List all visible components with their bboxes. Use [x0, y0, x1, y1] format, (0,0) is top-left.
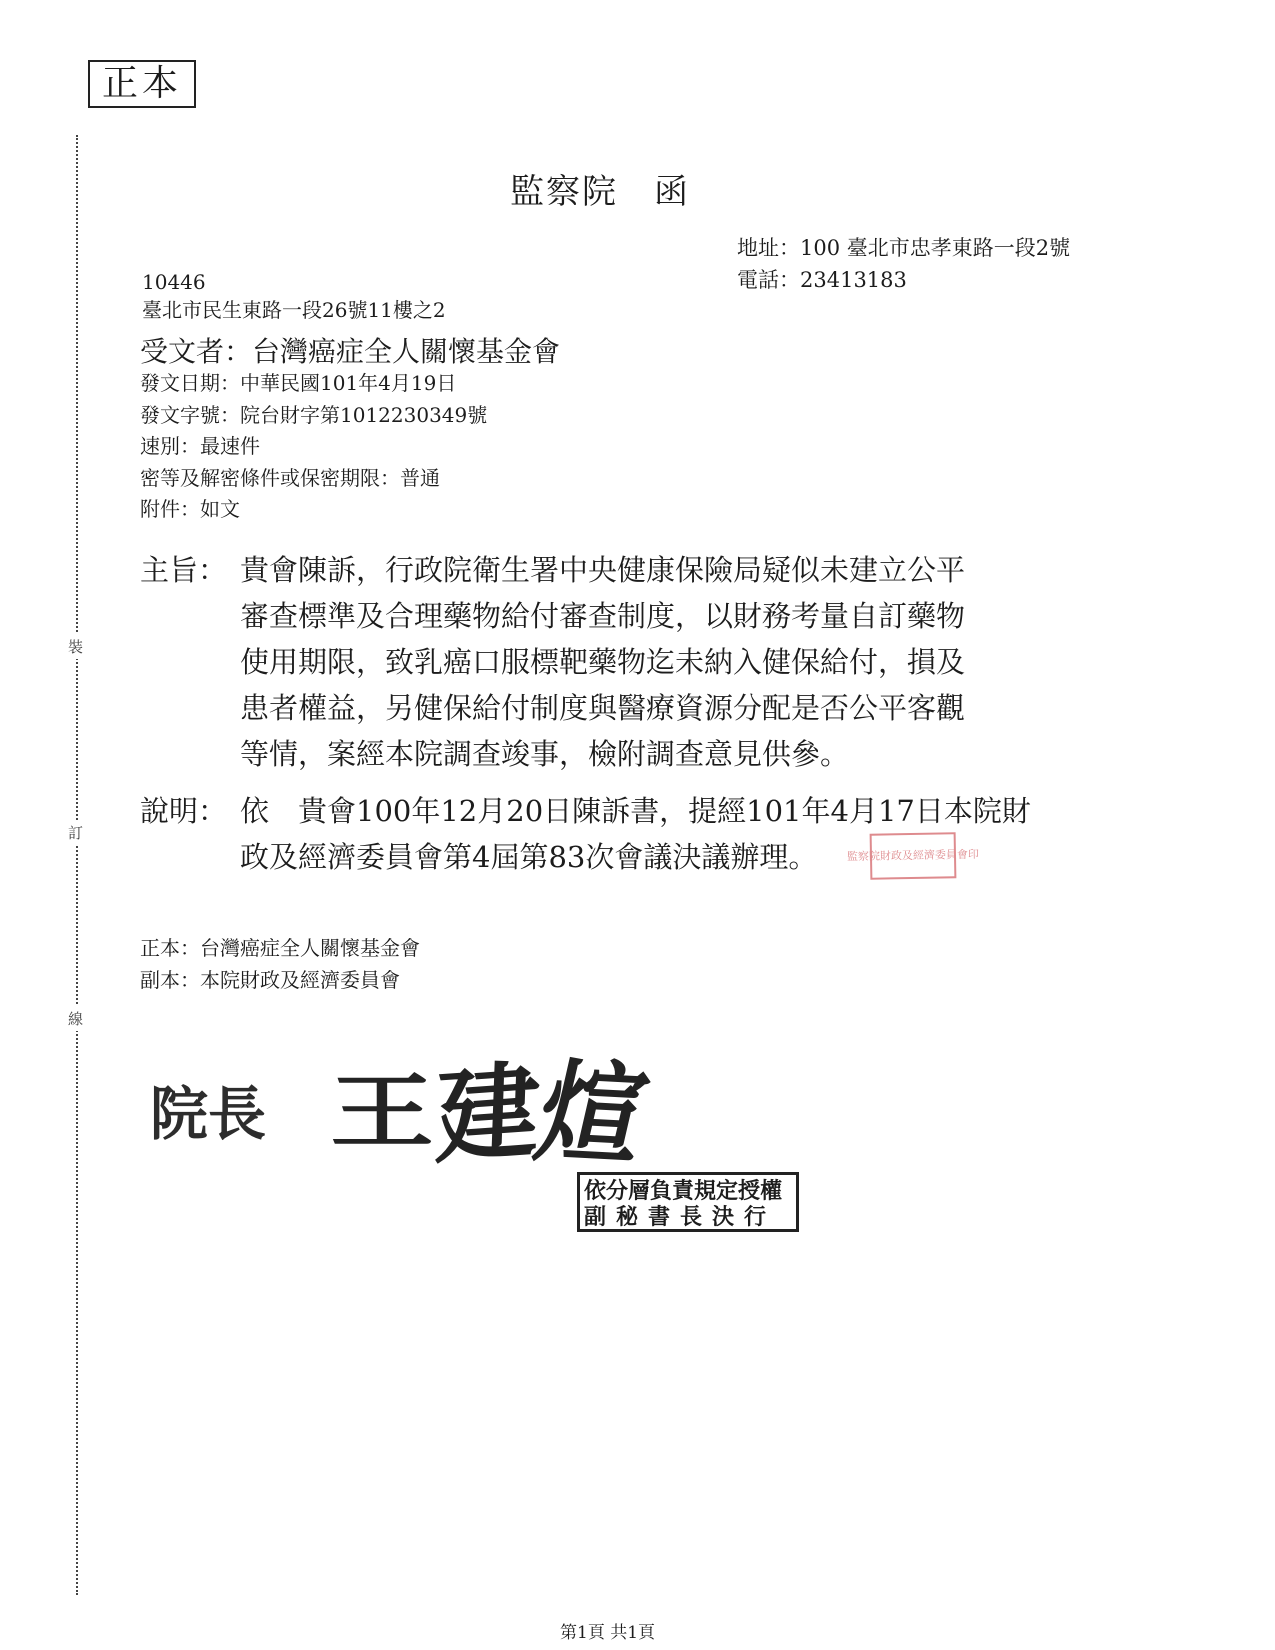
- committee-seal: 監察院財政及經濟委員會印: [870, 832, 957, 879]
- subject-line: 等情，案經本院調查竣事，檢附調查意見供參。: [240, 737, 850, 771]
- page-footer: 第1頁 共1頁: [560, 1623, 656, 1643]
- issue-date: 發文日期：中華民國101年4月19日: [140, 371, 457, 395]
- subject-body: [240, 547, 965, 777]
- explanation-line: 依 貴會100年12月20日陳訴書，提經101年4月17日本院財: [240, 794, 1031, 828]
- document-meta: [140, 368, 487, 526]
- delegation-stamp: [577, 1172, 799, 1232]
- distribution-copy: 副本：本院財政及經濟委員會: [140, 968, 400, 992]
- explanation-label: 說明：: [140, 794, 228, 828]
- receiver-line: 受文者：台灣癌症全人關懷基金會: [140, 335, 561, 368]
- binding-char-ding: 訂: [68, 820, 83, 845]
- binding-char-xian: 線: [68, 1006, 83, 1031]
- subject-line: 患者權益，另健保給付制度與醫療資源分配是否公平客觀: [240, 691, 966, 725]
- sender-contact: [737, 232, 1070, 296]
- binding-dotted-line: [76, 135, 78, 1595]
- binding-char-zhuang: 裝: [68, 634, 83, 659]
- distribution-original: 正本：台灣癌症全人關懷基金會: [140, 936, 420, 960]
- delegation-line-1: 依分層負責規定授權: [584, 1178, 783, 1204]
- secrecy-level: 密等及解密條件或保密期限：普通: [140, 465, 440, 490]
- speed-class: 速別：最速件: [140, 434, 260, 458]
- original-copy-mark: 正本: [88, 60, 196, 108]
- signature-glyph: 王: [330, 1063, 437, 1160]
- delegation-line-2: 副秘書長決行: [584, 1204, 777, 1230]
- attachment-line: 附件：如文: [140, 497, 240, 521]
- explanation-line: 政及經濟委員會第4屆第83次會議決議辦理。: [240, 840, 818, 874]
- signature-glyph: 建: [433, 1048, 544, 1180]
- president-title: 院長: [150, 1080, 267, 1148]
- recipient-address: 臺北市民生東路一段26號11樓之2: [142, 298, 446, 322]
- document-number: 發文字號：院台財字第1012230349號: [140, 402, 488, 427]
- signature-glyph: 煊: [524, 1045, 662, 1183]
- document-title: 監察院 函: [510, 172, 690, 212]
- sender-phone: 電話：23413183: [737, 268, 907, 292]
- subject-label: 主旨：: [140, 553, 228, 587]
- subject-section: [140, 547, 965, 777]
- subject-line: 審查標準及合理藥物給付審查制度，以財務考量自訂藥物: [240, 599, 966, 633]
- president-signature: [330, 1030, 662, 1183]
- subject-line: 使用期限，致乳癌口服標靶藥物迄未納入健保給付，損及: [240, 645, 966, 679]
- subject-line: 貴會陳訴，行政院衛生署中央健康保險局疑似未建立公平: [240, 553, 966, 587]
- distribution-list: [140, 932, 420, 996]
- recipient-zip: 10446: [142, 270, 206, 294]
- sender-address: 地址：100 臺北市忠孝東路一段2號: [737, 236, 1071, 260]
